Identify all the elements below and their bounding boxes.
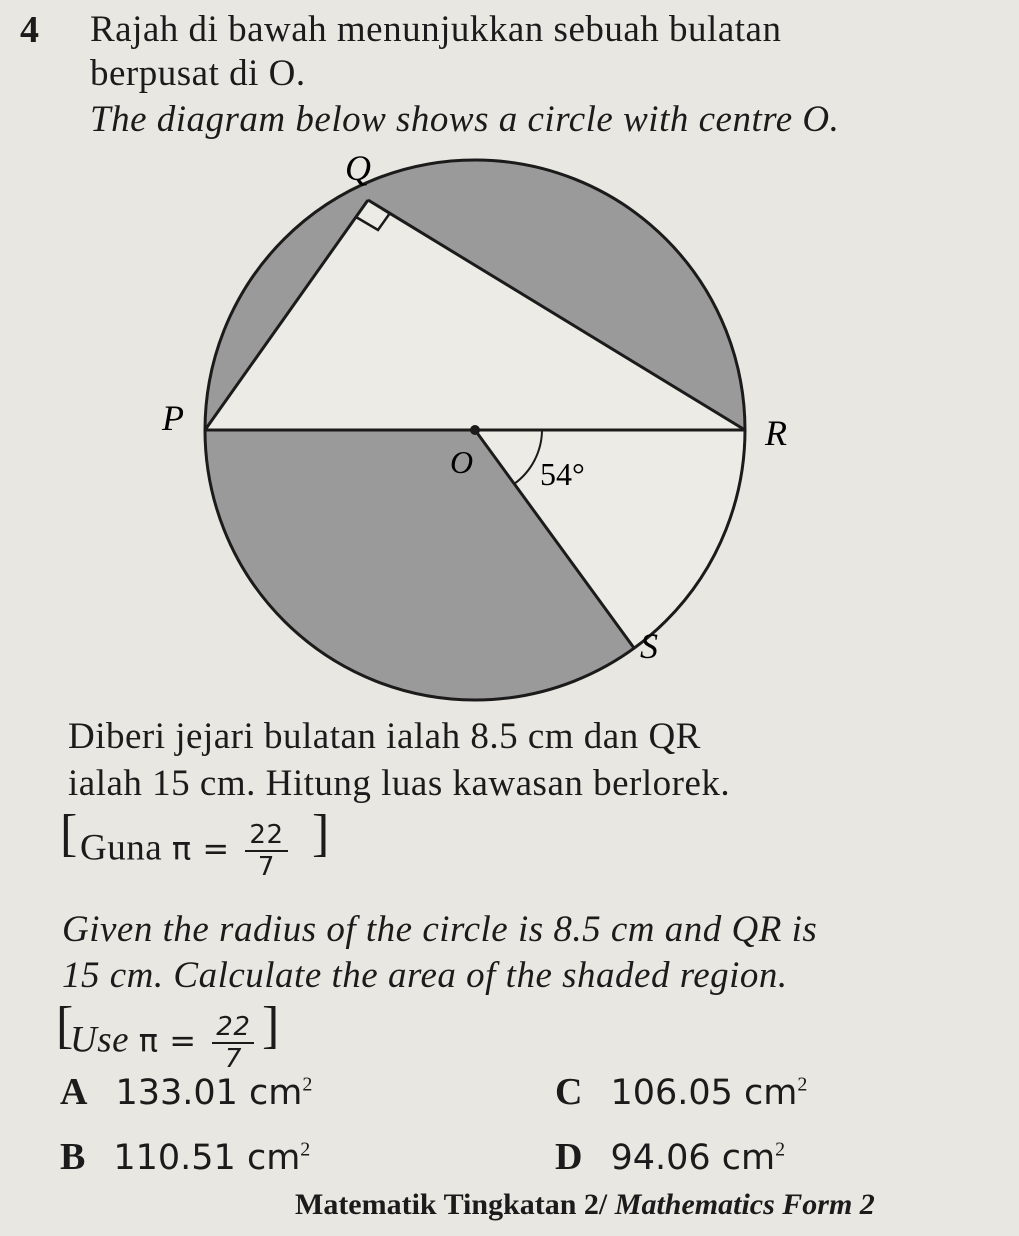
use-word-malay: Guna [80,827,163,869]
option-d-letter: D [555,1136,583,1178]
bracket-right-en: ] [262,997,280,1054]
question-number: 4 [20,9,39,51]
footer-malay: Matematik Tingkatan 2/ [295,1188,608,1221]
pi-denominator: 7 [257,852,275,882]
stem-english: The diagram below shows a circle with centre O. [90,99,840,140]
option-d-sup: 2 [775,1138,786,1161]
option-b-sup: 2 [300,1138,311,1161]
angle-label: 54° [540,456,585,492]
option-d-value: 94.06 cm [610,1138,776,1178]
footer-subject [295,1188,875,1222]
option-b-letter: B [60,1136,86,1178]
option-b-value: 110.51 cm [113,1138,301,1178]
label-p: P [162,398,184,438]
label-q: Q [345,150,371,188]
pi-numerator: 22 [245,822,287,852]
given-english-line1: Given the radius of the circle is 8.5 cm and QR is [62,909,818,950]
use-word-english: Use [70,1019,130,1061]
given-english-line2: 15 cm. Calculate the area of the shaded region. [62,955,788,996]
option-a-sup: 2 [302,1073,313,1096]
pi-fraction-en [212,1014,254,1072]
centre-point [470,425,480,435]
pi-numerator-en: 22 [212,1014,254,1044]
option-c-letter: C [555,1071,583,1113]
option-c-value: 106.05 cm [610,1073,798,1113]
bracket-right: ] [312,805,330,862]
option-d[interactable] [555,1135,785,1179]
footer-english: Mathematics Form 2 [614,1188,875,1221]
bracket-left-en: [ [56,997,74,1054]
given-malay-line2: ialah 15 cm. Hitung luas kawasan berlorek. [68,763,731,804]
circle-diagram [120,150,820,710]
given-malay-line1: Diberi jejari bulatan ialah 8.5 cm dan QR [68,716,701,757]
label-r: R [765,413,787,453]
option-a-value: 133.01 cm [115,1073,303,1113]
pi-symbol-en: π = [138,1021,197,1060]
stem-malay-line2: berpusat di O. [90,53,306,94]
label-s: S [640,626,658,666]
stem-malay-line1: Rajah di bawah menunjukkan sebuah bulatan [90,9,782,50]
pi-denominator-en: 7 [224,1044,242,1074]
pi-symbol: π = [171,829,230,868]
option-b[interactable] [60,1135,310,1179]
bracket-left: [ [60,805,78,862]
option-a[interactable] [60,1070,312,1114]
option-a-letter: A [60,1071,88,1113]
use-pi-malay [80,822,288,880]
label-o: O [450,444,474,480]
option-c-sup: 2 [797,1073,808,1096]
use-pi-english [70,1014,254,1072]
pi-fraction [245,822,287,880]
option-c[interactable] [555,1070,807,1114]
